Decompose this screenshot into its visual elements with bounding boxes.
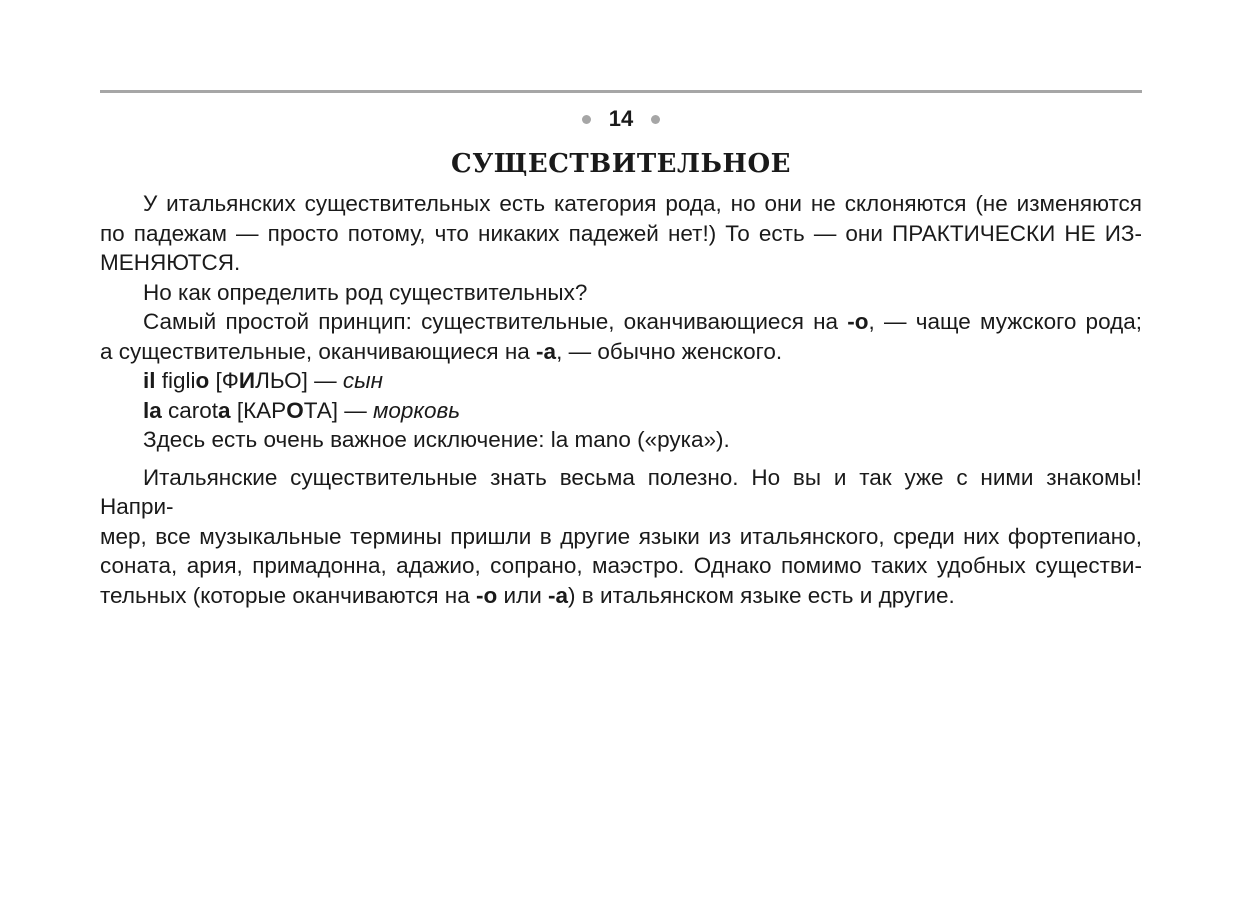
paragraph-line: МЕНЯЮТСЯ. bbox=[100, 250, 241, 275]
paragraph-line: соната, ария, примадонна, адажио, сопрано, маэстро. Однако помимо таких удобных существи- bbox=[100, 553, 1142, 578]
example-carota: la carota [КАРОТА] — морковь bbox=[143, 397, 461, 423]
paragraph-question: Но как определить род существительных? bbox=[143, 279, 588, 305]
body-text bbox=[100, 189, 1142, 610]
bullet-right-icon bbox=[651, 115, 660, 124]
page-number-row bbox=[100, 104, 1142, 134]
header-rule bbox=[100, 90, 1142, 93]
bullet-left-icon bbox=[582, 115, 591, 124]
paragraph-line: У итальянских существительных есть категория рода, но они не склоняются (не изменяются bbox=[143, 191, 1142, 216]
paragraph-line: Итальянские существительные знать весьма полезно. Но вы и так уже с ними знакомы! Напри- bbox=[100, 464, 1142, 519]
paragraph-line: тельных (которые оканчиваются на -о или -а) в итальянском языке есть и другие. bbox=[100, 582, 955, 608]
paragraph-line: по падежам — просто потому, что никаких падежей нет!) То есть — они ПРАКТИЧЕСКИ НЕ ИЗ- bbox=[100, 220, 1142, 246]
page-number: 14 bbox=[608, 106, 634, 131]
paragraph-line: Самый простой принцип: существительные, оканчивающиеся на -о, — чаще мужского рода; bbox=[143, 309, 1142, 334]
chapter-title: СУЩЕСТВИТЕЛЬНОЕ bbox=[451, 149, 791, 179]
exception-note: Здесь есть очень важное исключение: la mano («рука»). bbox=[143, 427, 730, 452]
example-figlio: il figlio [ФИЛЬО] — сын bbox=[143, 368, 384, 393]
paragraph-line: мер, все музыкальные термины пришли в другие языки из итальянского, среди них фортепиано, bbox=[100, 523, 1142, 549]
paragraph-line: а существительные, оканчивающиеся на -а, — обычно женского. bbox=[100, 338, 783, 364]
